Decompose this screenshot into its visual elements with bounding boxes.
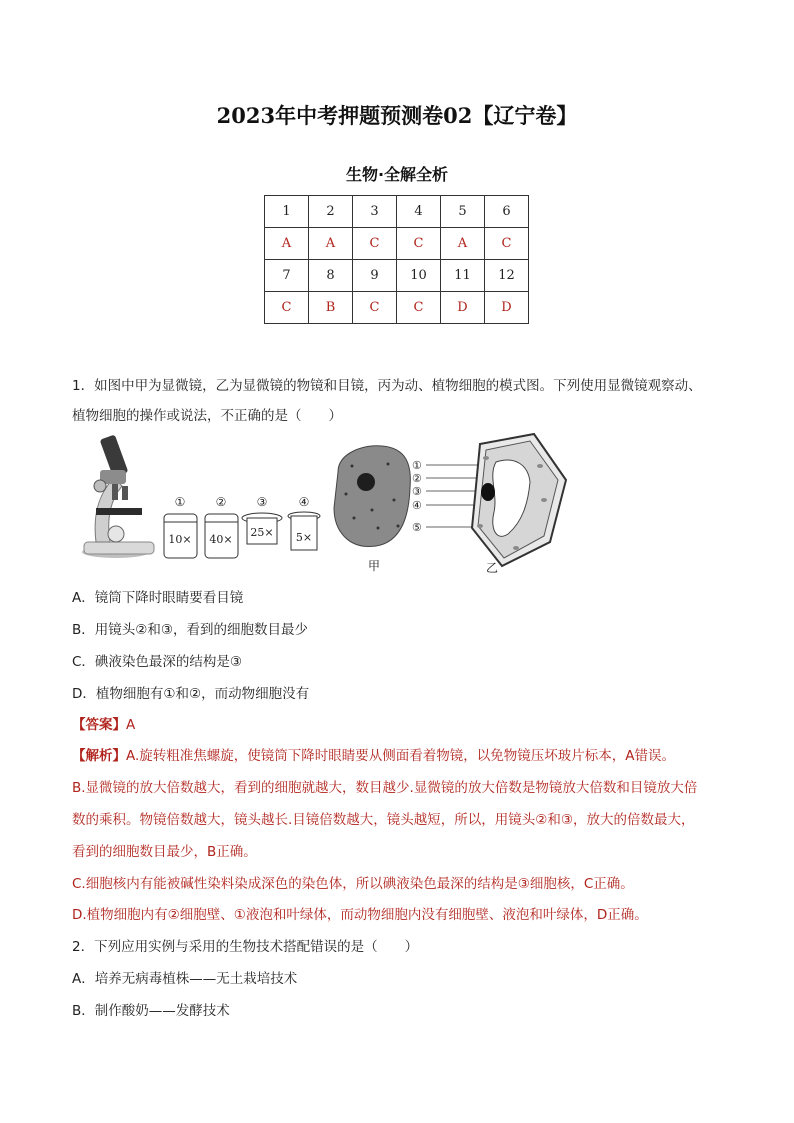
question-number-cell: 12 [485,260,529,292]
q1-option-d: D．植物细胞有①和②，而动物细胞没有 [72,686,310,702]
answer-table [264,195,529,324]
question-number-cell: 6 [485,196,529,228]
q1-option-a: A．镜筒下降时眼睛要看目镜 [72,590,244,606]
answer-cell: C [485,228,529,260]
question-number-cell: 2 [309,196,353,228]
lens-1 [164,495,197,558]
analysis-label: 【解析】 [72,748,126,764]
lens-magnification-label: 10× [168,533,192,546]
q1-analysis-line1 [72,746,675,766]
analysis-text: A.旋转粗准焦螺旋，使镜筒下降时眼睛要从侧面看着物镜，以免物镜压坏玻片标本，A错误。 [126,748,676,764]
question-number-cell: 4 [397,196,441,228]
q1-analysis-line2: B.显微镜的放大倍数越大，看到的细胞就越大，数目越少.显微镜的放大倍数是物镜放大倍数和目镜放大倍 [72,780,698,796]
svg-text:③: ③ [412,485,422,498]
q1-analysis-line6: D.植物细胞内有②细胞壁、①液泡和叶绿体，而动物细胞内没有细胞壁、液泡和叶绿体，D正确。 [72,907,648,923]
page-title: 2023年中考押题预测卷02【辽宁卷】 [216,103,578,128]
table-row [265,228,529,260]
answer-cell: C [265,292,309,324]
q1-analysis-line4: 看到的细胞数目最少，B正确。 [72,844,257,860]
answer-cell: C [397,228,441,260]
answer-cell: A [309,228,353,260]
lens-magnification-label: 40× [209,533,233,546]
q1-option-c: C．碘液染色最深的结构是③ [72,654,243,670]
q2-option-a: A．培养无病毒植株——无土栽培技术 [72,971,298,987]
question-number-cell: 10 [397,260,441,292]
lens-2 [205,495,238,558]
lens-magnification-label: 5× [295,531,313,544]
question-number-cell: 7 [265,260,309,292]
page-subtitle: 生物·全解全析 [345,165,449,184]
question-number-cell: 1 [265,196,309,228]
svg-text:②: ② [412,472,422,485]
lens-number-label: ③ [256,495,268,509]
answer-cell: D [441,292,485,324]
q1-stem-line1: 1．如图中甲为显微镜，乙为显微镜的物镜和目镜，丙为动、植物细胞的模式图。下列使用显微镜观察动、 [72,378,702,394]
answer-cell: D [485,292,529,324]
answer-cell: C [353,292,397,324]
lens-magnification-label: 25× [250,526,274,539]
question-number-cell: 3 [353,196,397,228]
svg-text:①: ① [412,459,422,472]
lens-3 [242,495,282,544]
q1-figure [76,430,596,580]
q1-stem-line2: 植物细胞的操作或说法，不正确的是（ ） [72,408,342,424]
question-number-cell: 9 [353,260,397,292]
answer-cell: A [441,228,485,260]
lens-number-label: ② [215,495,227,509]
microscope-illustration [82,434,154,558]
lens-number-label: ① [174,495,186,509]
question-number-cell: 5 [441,196,485,228]
answer-cell: C [397,292,441,324]
lens-number-label: ④ [298,495,310,509]
caption-yi: 乙 [486,561,499,575]
answer-label: 【答案】 [72,717,126,733]
q1-analysis-line3: 数的乘积。物镜倍数越大，镜头越长.目镜倍数越大，镜头越短，所以，用镜头②和③，放大的倍数最大， [72,812,695,828]
q2-option-b: B．制作酸奶——发酵技术 [72,1003,230,1019]
q1-answer [72,715,135,735]
answer-value: A [126,717,136,733]
question-number-cell: 8 [309,260,353,292]
answer-cell: A [265,228,309,260]
answer-cell: B [309,292,353,324]
svg-text:⑤: ⑤ [412,521,422,534]
plant-cell [472,434,566,575]
animal-cell [334,446,410,573]
table-row [265,292,529,324]
caption-jia: 甲 [368,559,381,573]
q1-option-b: B．用镜头②和③，看到的细胞数目最少 [72,622,308,638]
q2-stem: 2．下列应用实例与采用的生物技术搭配错误的是（ ） [72,939,419,955]
q1-analysis-line5: C.细胞核内有能被碱性染料染成深色的染色体，所以碘液染色最深的结构是③细胞核，C正确。 [72,876,634,892]
answer-cell: C [353,228,397,260]
question-number-cell: 11 [441,260,485,292]
svg-text:④: ④ [412,499,422,512]
table-row [265,196,529,228]
table-row [265,260,529,292]
lens-4 [288,495,320,550]
